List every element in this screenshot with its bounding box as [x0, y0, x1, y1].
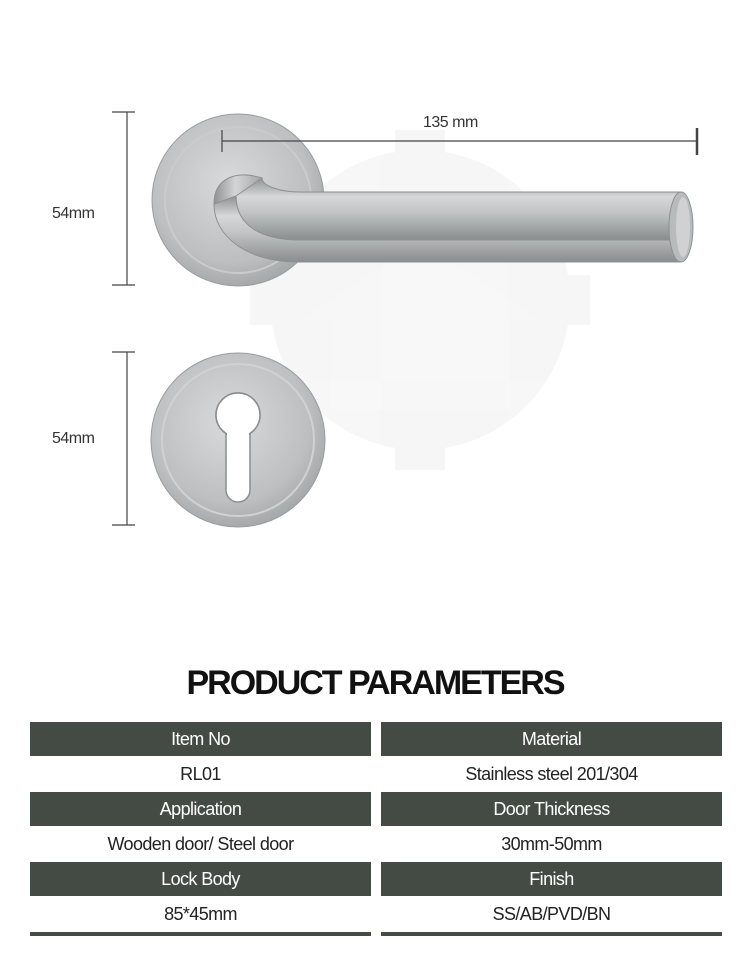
param-label: Application [30, 792, 371, 826]
parameter-value-row [30, 756, 722, 792]
param-label: Door Thickness [381, 792, 722, 826]
param-value: Stainless steel 201/304 [381, 756, 722, 792]
handle-length-label: 135 mm [423, 114, 478, 131]
parameter-header-row [30, 792, 722, 826]
param-value: Wooden door/ Steel door [30, 826, 371, 862]
dimension-line-escutcheon [112, 352, 135, 525]
parameter-value-row [30, 896, 722, 932]
parameters-table [30, 722, 722, 936]
param-value: RL01 [30, 756, 371, 792]
table-bottom-rule [30, 932, 722, 936]
parameter-header-row [30, 722, 722, 756]
param-label: Material [381, 722, 722, 756]
dimension-line-rose [112, 112, 135, 285]
param-label: Lock Body [30, 862, 371, 896]
param-value: 85*45mm [30, 896, 371, 932]
divider [381, 932, 722, 936]
parameter-value-row [30, 826, 722, 862]
escutcheon-plate [151, 353, 325, 527]
section-title: PRODUCT PARAMETERS [186, 664, 564, 702]
divider [30, 932, 371, 936]
param-value: SS/AB/PVD/BN [381, 896, 722, 932]
escutcheon-height-label: 54mm [52, 430, 95, 447]
param-label: Finish [381, 862, 722, 896]
rose-height-label: 54mm [52, 205, 95, 222]
param-label: Item No [30, 722, 371, 756]
parameter-header-row [30, 862, 722, 896]
param-value: 30mm-50mm [381, 826, 722, 862]
